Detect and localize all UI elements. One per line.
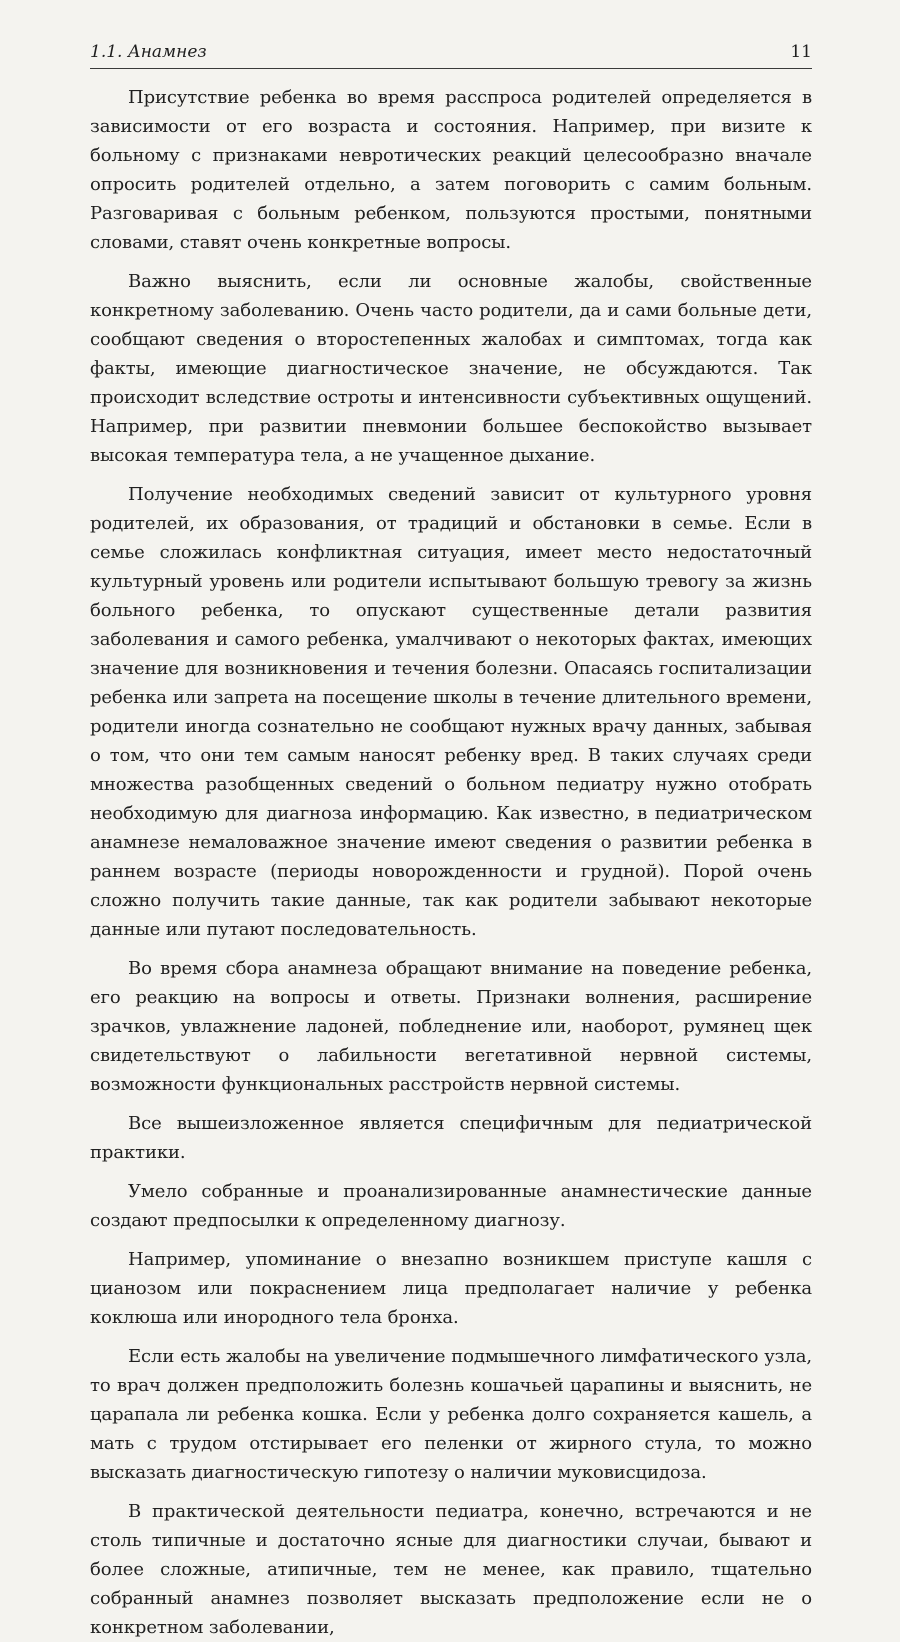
- paragraph: Во время сбора анамнеза обращают внимание на поведение ребенка, его реакцию на вопросы и ответы. Признаки волнения, расширение зрачков, увлажнение ладоней, побледнение или, наоборот, румянец щек свидетельствуют о лабильности вегетативной нервной системы, возможности функциональных расстройств нервной системы.: [90, 958, 812, 1095]
- paragraph: Присутствие ребенка во время расспроса родителей определяется в зависимости от его возраста и состояния. Например, при визите к больному с признаками невротических реакций целесообразно вначале опросить родителей отдельно, а затем поговорить с самим больным. Разговаривая с больным ребенком, пользуются простыми, понятными словами, ставят очень конкретные вопросы.: [90, 87, 812, 253]
- paragraph: В практической деятельности педиатра, конечно, встречаются и не столь типичные и достаточно ясные для диагностики случаи, бывают и более сложные, атипичные, тем не менее, как правило, тщательно собранный анамнез позволяет высказать предположение если не о конкретном заболевании,: [90, 1501, 812, 1638]
- book-page: [90, 38, 812, 1638]
- body-text: [90, 83, 812, 1642]
- paragraph: Все вышеизложенное является специфичным для педиатрической практики.: [90, 1113, 812, 1163]
- page-number: 11: [790, 42, 812, 62]
- paragraph: Если есть жалобы на увеличение подмышечного лимфатического узла, то врач должен предположить болезнь кошачьей царапины и выяснить, не царапала ли ребенка кошка. Если у ребенка долго сохраняется кашель, а мать с трудом отстирывает его пеленки от жирного стула, то можно высказать диагностическую гипотезу о наличии муковисцидоза.: [90, 1346, 812, 1483]
- running-header: [90, 38, 812, 69]
- paragraph: Умело собранные и проанализированные анамнестические данные создают предпосылки к определенному диагнозу.: [90, 1181, 812, 1231]
- paragraph: Например, упоминание о внезапно возникшем приступе кашля с цианозом или покраснением лица предполагает наличие у ребенка коклюша или инородного тела бронха.: [90, 1249, 812, 1328]
- paragraph: Важно выяснить, если ли основные жалобы, свойственные конкретному заболеванию. Очень часто родители, да и сами больные дети, сообщают сведения о второстепенных жалобах и симптомах, тогда как факты, имеющие диагностическое значение, не обсуждаются. Так происходит вследствие остроты и интенсивности субъективных ощущений. Например, при развитии пневмонии большее беспокойство вызывает высокая температура тела, а не учащенное дыхание.: [90, 271, 812, 466]
- paragraph: Получение необходимых сведений зависит от культурного уровня родителей, их образования, от традиций и обстановки в семье. Если в семье сложилась конфликтная ситуация, имеет место недостаточный культурный уровень или родители испытывают большую тревогу за жизнь больного ребенка, то опускают существенные детали развития заболевания и самого ребенка, умалчивают о некоторых фактах, имеющих значение для возникновения и течения болезни. Опасаясь госпитализации ребенка или запрета на посещение школы в течение длительного времени, родители иногда сознательно не сообщают нужных врачу данных, забывая о том, что они тем самым наносят ребенку вред. В таких случаях среди множества разобщенных сведений о больном педиатру нужно отобрать необходимую для диагноза информацию. Как известно, в педиатрическом анамнезе немаловажное значение имеют сведения о развитии ребенка в раннем возрасте (периоды новорожденности и грудной). Порой очень сложно получить такие данные, так как родители забывают некоторые данные или путают последовательность.: [90, 484, 812, 940]
- running-title: 1.1. Анамнез: [90, 42, 207, 62]
